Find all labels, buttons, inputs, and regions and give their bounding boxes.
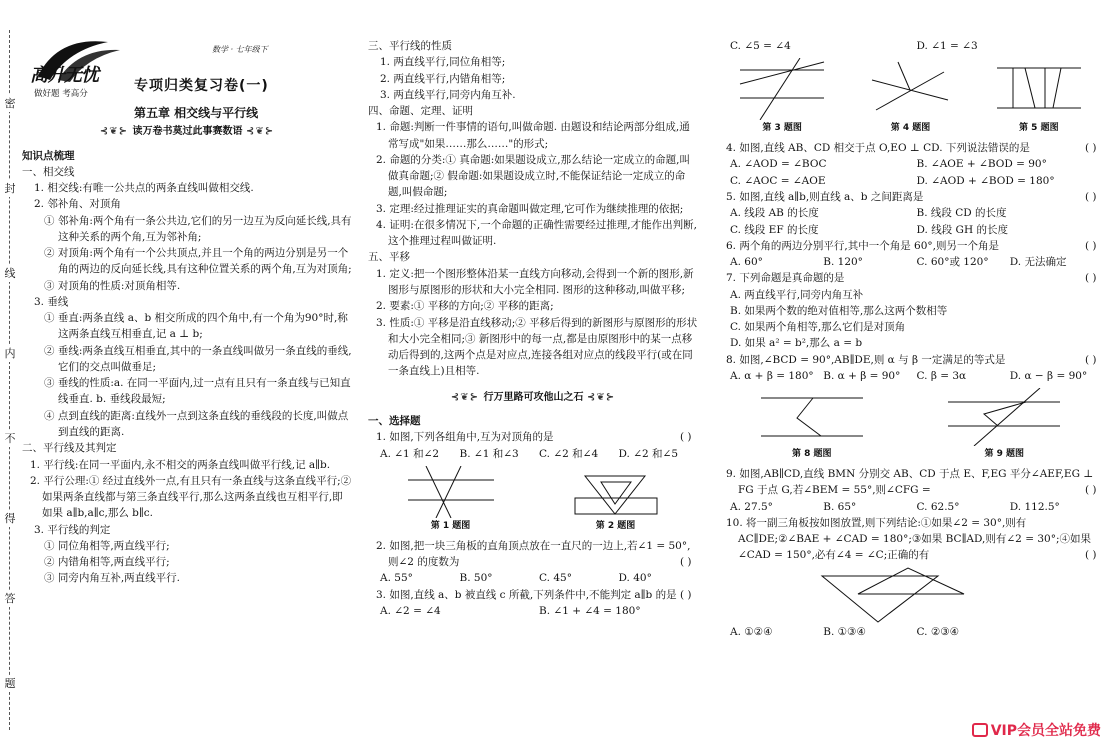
option: A. 27.5° xyxy=(730,500,773,513)
seal-char: 密 xyxy=(2,95,18,112)
text-line: 2. 平行公理:① 经过直线外一点,有且只有一条直线与这条直线平行;② 如果两条直线都与第三条直线平行,那么这两条直线也互相平行,即如果 a∥b,a∥c,那么 b∥c. xyxy=(30,474,352,520)
text-line: ② 垂线:两条直线互相垂直,其中的一条直线叫做另一条直线的垂线,它们的交点叫做垂足; xyxy=(44,344,352,373)
text-line: 三、平行线的性质 xyxy=(368,40,452,52)
ornament-icon: ⊰❦⊱ xyxy=(99,126,133,137)
text-line: 1. 两直线平行,同位角相等; xyxy=(380,56,506,69)
angle-rays-diagram xyxy=(866,58,954,120)
parallel-segments-diagram xyxy=(995,58,1083,120)
option: B. ∠1 + ∠4 = 180° xyxy=(539,604,641,617)
zigzag-parallel-diagram xyxy=(757,388,867,446)
option: C. β = 3α xyxy=(916,369,967,382)
section-title: 一、选择题 xyxy=(368,415,421,428)
question-7: 7. 下列命题是真命题的是 ( ) A. 两直线平行,同旁内角互补 B. 如果两个数的绝对值相等,那么这两个数相等 C. 如果两个角相等,那么它们是对顶角 D. 如果 a² = b²,那么 a = b xyxy=(718,270,1103,351)
angle-bisector-diagram xyxy=(944,388,1064,446)
text-line: ② 内错角相等,两直线平行; xyxy=(44,556,170,569)
seal-char: 线 xyxy=(2,265,18,282)
question-6: 6. 两个角的两边分别平行,其中一个角是 60°,则另一个角是 ( ) A. 60° B. 120° C. 60°或 120° D. 无法确定 xyxy=(718,238,1103,271)
intersecting-lines-diagram xyxy=(406,466,496,518)
text-line: ① 垂直:两条直线 a、b 相交所成的四个角中,有一个角为90°时,称这两条直线互相垂直,记 a ⊥ b; xyxy=(44,312,348,341)
figure-row xyxy=(718,58,1103,136)
figure-row xyxy=(718,388,1103,462)
section-banner: ⊰❦⊱ 行万里路可攻他山之石 ⊰❦⊱ xyxy=(450,391,616,403)
triangle-set-diagram xyxy=(818,566,968,624)
text-line: 五、平移 xyxy=(368,251,410,264)
option: C. 线段 EF 的长度 xyxy=(730,223,819,236)
text-line: 1. 相交线:有唯一公共点的两条直线叫做相交线. xyxy=(34,182,254,195)
option: C. 45° xyxy=(539,572,572,585)
text-line: 2. 要素:① 平移的方向;② 平移的距离; xyxy=(376,300,554,313)
option: B. ∠AOE + ∠BOD = 90° xyxy=(916,158,1047,171)
question-5: 5. 如图,直线 a∥b,则直线 a、b 之间距离是 ( ) A. 线段 AB 的长度 B. 线段 CD 的长度 C. 线段 EF 的长度 D. 线段 GH 的长度 xyxy=(718,189,1103,238)
option: C. ∠2 和∠4 xyxy=(539,447,599,460)
text-line: 2. 命题的分类:① 真命题:如果题设成立,那么结论一定成立的命题,叫做真命题;② 假命题:如果题设成立时,不能保证结论一定成立的命题,叫假命题; xyxy=(376,153,690,199)
logo-text: 高升无忧 xyxy=(30,65,98,86)
option: B. ∠1 和∠3 xyxy=(459,447,519,460)
text-line: 3. 垂线 xyxy=(34,295,69,308)
vip-watermark[interactable]: VIP会员全站免费 xyxy=(972,721,1101,743)
option: B. ①③④ xyxy=(823,625,866,638)
option: D. α − β = 90° xyxy=(1009,369,1088,382)
text-line: ④ 点到直线的距离:直线外一点到这条直线的垂线段的长度,叫做点到直线的距离. xyxy=(44,409,349,439)
question-2: 2. 如图,把一块三角板的直角顶点放在一直尺的一边上,若∠1 = 50°,则∠2 的度数为 ( ) A. 55° B. 50° C. 45° D. 40° xyxy=(368,538,698,587)
figure-9: 第 9 题图 xyxy=(944,388,1064,462)
text-line: 1. 平行线:在同一平面内,永不相交的两条直线叫做平行线,记 a∥b. xyxy=(30,458,331,471)
option: D. 40° xyxy=(618,572,652,585)
text-line: 2. 邻补角、对顶角 xyxy=(34,198,121,211)
figure-5: 第 5 题图 xyxy=(995,58,1083,136)
option: D. 如果 a² = b²,那么 a = b xyxy=(730,337,863,350)
text-line: 四、命题、定理、证明 xyxy=(368,105,473,118)
seal-char: 得 xyxy=(2,510,18,527)
page-title: 专项归类复习卷(一) xyxy=(134,78,269,94)
ruler-triangle-diagram xyxy=(571,466,661,518)
seal-dashed-line xyxy=(9,30,10,730)
figure-3: 第 3 题图 xyxy=(738,58,826,136)
seal-char: 内 xyxy=(2,345,18,362)
option: C. 60°或 120° xyxy=(916,256,989,269)
option: A. 60° xyxy=(730,256,763,269)
text-line: 3. 平行线的判定 xyxy=(34,523,111,536)
text-line: ③ 同旁内角互补,两直线平行. xyxy=(44,572,181,585)
option: D. 线段 GH 的长度 xyxy=(916,223,1008,236)
option: B. 50° xyxy=(459,572,493,585)
figure-row xyxy=(368,466,698,534)
option: A. ①②④ xyxy=(730,625,773,638)
seal-char: 不 xyxy=(2,430,18,447)
ornament-icon: ⊰❦⊱ xyxy=(245,126,275,137)
question-3-continued xyxy=(718,38,1103,54)
option: A. ∠2 = ∠4 xyxy=(380,604,441,617)
figure-4: 第 4 题图 xyxy=(866,58,954,136)
figure-2: 第 2 题图 xyxy=(571,466,661,534)
option: D. 无法确定 xyxy=(1009,256,1067,269)
option: A. 线段 AB 的长度 xyxy=(730,207,819,220)
option: D. ∠2 和∠5 xyxy=(618,447,679,460)
text-line: 2. 两直线平行,内错角相等; xyxy=(380,72,506,85)
text-line: 二、平行线及其判定 xyxy=(22,442,117,455)
text-line: ① 邻补角:两个角有一条公共边,它们的另一边互为反向延长线,具有这种关系的两个角,互为邻补角; xyxy=(44,214,352,243)
knowledge-summary xyxy=(22,148,352,587)
text-line: 3. 性质:① 平移是沿直线移动;② 平移后得到的新图形与原图形的形状和大小完全相同;③ 新图形中的每一点,都是由原图形中的某一点移动后得到的,这两个点是对应点,连接各组对应点的线段平行(或在同一条直线上)且相等. xyxy=(376,316,698,378)
text-line: 3. 两直线平行,同旁内角互补. xyxy=(380,88,516,101)
knowledge-summary-continued xyxy=(368,38,698,380)
option: B. α + β = 90° xyxy=(823,369,901,382)
text-line: ① 同位角相等,两直线平行; xyxy=(44,539,170,552)
option: A. 两直线平行,同旁内角互补 xyxy=(730,288,864,301)
text-line: 4. 证明:在很多情况下,一个命题的正确性需要经过推理,才能作出判断,这个推理过程叫做证明. xyxy=(376,218,697,248)
column-middle xyxy=(368,38,698,753)
question-1: 1. 如图,下列各组角中,互为对顶角的是 ( ) A. ∠1 和∠2 B. ∠1 和∠3 C. ∠2 和∠4 D. ∠2 和∠5 xyxy=(368,429,698,462)
page-header xyxy=(22,0,352,118)
option: D. ∠1 = ∠3 xyxy=(916,40,978,52)
question-10: 10. 将一副三角板按如图放置,则下列结论:①如果∠2 = 30°,则有 AC∥DE;②∠BAE + ∠CAD = 180°;③如果 BC∥AD,则有∠2 = 30°;④如果∠CAD = 150°,必有∠4 = ∠C;正确的有 ( ) A. ①②④ B. ①③④ C. ②③④ xyxy=(718,515,1103,640)
option: B. 线段 CD 的长度 xyxy=(916,207,1007,220)
text-line: 一、相交线 xyxy=(22,165,75,178)
text-line: 3. 定理:经过推理证实的真命题叫做定理,它可作为继续推理的依据; xyxy=(376,202,684,215)
column-left xyxy=(22,0,352,753)
ornament-icon: ⊰❦⊱ xyxy=(450,391,484,403)
column-right xyxy=(718,38,1103,753)
option: B. 65° xyxy=(823,500,857,513)
option: D. ∠AOD + ∠BOD = 180° xyxy=(916,174,1055,187)
option: A. ∠1 和∠2 xyxy=(380,447,440,460)
transversal-diagram xyxy=(738,58,826,120)
question-8: 8. 如图,∠BCD = 90°,AB∥DE,则 α 与 β 一定满足的等式是 ( ) A. α + β = 180° B. α + β = 90° C. β = 3α D. α − β = 90° xyxy=(718,352,1103,385)
option: C. ②③④ xyxy=(916,625,960,638)
series-label: 数学 · 七年级下 xyxy=(212,45,268,54)
option: B. 120° xyxy=(823,256,863,269)
figure-8: 第 8 题图 xyxy=(757,388,867,462)
option: D. 112.5° xyxy=(1009,500,1060,513)
option: A. α + β = 180° xyxy=(730,369,814,382)
text-line: 知识点梳理 xyxy=(22,149,75,162)
seal-margin xyxy=(0,0,20,753)
text-line: ② 对顶角:两个角有一个公共顶点,并且一个角的两边分别是另一个角的两边的反向延长线,具有这种位置关系的两个角,互为对顶角; xyxy=(44,247,352,276)
question-9: 9. 如图,AB∥CD,直线 BMN 分别交 AB、CD 于点 E、F,EG 平分∠AEF,EG ⊥ FG 于点 G,若∠BEM = 55°,则∠CFG = ( ) A. 27.5° B. 65° C. 62.5° D. 112.5° xyxy=(718,466,1103,515)
vip-icon xyxy=(972,723,988,737)
option: C. ∠AOC = ∠AOE xyxy=(730,174,826,187)
option: A. 55° xyxy=(380,572,413,585)
text-line: 1. 命题:判断一件事情的语句,叫做命题. 由题设和结论两部分组成,通常写成"如果……那么……"的形式; xyxy=(376,121,690,150)
seal-char: 答 xyxy=(2,590,18,607)
option: A. ∠AOD = ∠BOC xyxy=(730,158,827,171)
option: B. 如果两个数的绝对值相等,那么这两个数相等 xyxy=(730,304,948,317)
ornament-icon: ⊰❦⊱ xyxy=(586,391,616,403)
seal-char: 封 xyxy=(2,180,18,197)
chapter-title: 第五章 相交线与平行线 xyxy=(134,105,259,120)
option: C. ∠5 = ∠4 xyxy=(730,40,791,52)
section-banner: ⊰❦⊱ 读万卷书莫过此事赛数语 ⊰❦⊱ xyxy=(99,126,275,137)
seal-char: 题 xyxy=(2,675,18,692)
question-3: 3. 如图,直线 a、b 被直线 c 所截,下列条件中,不能判定 a∥b 的是 ( ) A. ∠2 = ∠4 B. ∠1 + ∠4 = 180° xyxy=(368,587,698,620)
text-line: ③ 垂线的性质:a. 在同一平面内,过一点有且只有一条直线与已知直线垂直. b. 垂线段最短; xyxy=(44,377,351,406)
question-4: 4. 如图,直线 AB、CD 相交于点 O,EO ⊥ CD. 下列说法错误的是 ( ) A. ∠AOD = ∠BOC B. ∠AOE + ∠BOD = 90° C. ∠AOC = ∠AOE D. ∠AOD + ∠BOD = 180° xyxy=(718,140,1103,189)
figure-1: 第 1 题图 xyxy=(406,466,496,534)
option: C. 62.5° xyxy=(916,500,960,513)
logo-slogan: 做好题 考高分 xyxy=(34,89,88,99)
option: C. 如果两个角相等,那么它们是对顶角 xyxy=(730,321,906,334)
text-line: 1. 定义:把一个图形整体沿某一直线方向移动,会得到一个新的图形,新图形与原图形的形状和大小完全相同. 图形的这种移动,叫做平移; xyxy=(376,267,694,296)
text-line: ③ 对顶角的性质:对顶角相等. xyxy=(44,279,181,292)
